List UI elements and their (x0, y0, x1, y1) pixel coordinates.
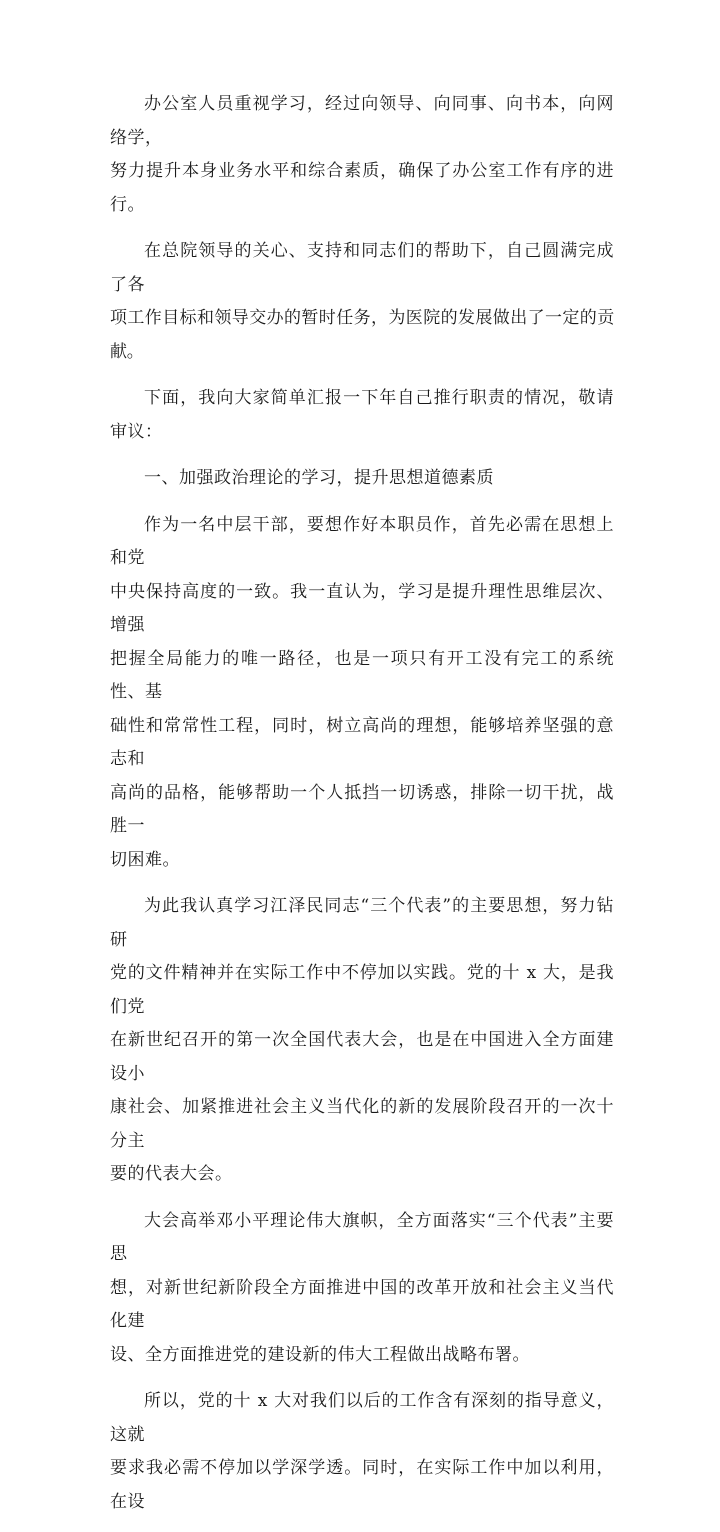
text-line: 础性和常常性工程，同时，树立高尚的理想，能够培养坚强的意志和 (110, 715, 614, 769)
text-line: 设、全方面推进党的建设新的伟大工程做出战略布署。 (110, 1344, 530, 1365)
paragraph-6 (110, 890, 614, 1192)
paragraph-1 (110, 88, 614, 222)
section-heading (110, 462, 614, 496)
paragraph-7 (110, 1205, 614, 1373)
text-line: 在新世纪召开的第一次全国代表大会，也是在中国进入全方面建设小 (110, 1030, 614, 1084)
text-line: 高尚的品格，能够帮助一个人抵挡一切诱惑，排除一切干扰，战胜一 (110, 782, 614, 836)
paragraph-8 (110, 1385, 614, 1519)
text-line: 康社会、加紧推进社会主义当代化的新的发展阶段召开的一次十分主 (110, 1097, 614, 1151)
text-line: 要求我必需不停加以学深学透。同时，在实际工作中加以利用，在设 (110, 1458, 614, 1512)
text-line: 中央保持高度的一致。我一直认为，学习是提升理性思维层次、增强 (110, 581, 614, 635)
paragraph-5 (110, 509, 614, 878)
text-line: 项工作目标和领导交办的暂时任务，为医院的发展做出了一定的贡献。 (110, 308, 614, 362)
text-line: 把握全局能力的唯一路径，也是一项只有开工没有完工的系统性、基 (110, 648, 614, 702)
text-line: 党的文件精神并在实际工作中不停加以实践。党的十 x 大，是我们党 (110, 963, 614, 1017)
text-line: 作为一名中层干部，要想作好本职员作，首先必需在思想上和党 (110, 514, 614, 568)
text-line: 办公室人员重视学习，经过向领导、向同事、向书本，向网络学， (110, 94, 614, 148)
paragraph-3 (110, 382, 614, 449)
paragraph-2 (110, 235, 614, 369)
text-line: 所以，党的十 x 大对我们以后的工作含有深刻的指导意义，这就 (110, 1391, 614, 1445)
text-line: 为此我认真学习江泽民同志“三个代表”的主要思想，努力钻研 (110, 896, 614, 950)
text-line: 要的代表大会。 (110, 1164, 233, 1184)
text-line: 想，对新世纪新阶段全方面推进中国的改革开放和社会主义当代化建 (110, 1277, 614, 1331)
text-line: 一、加强政治理论的学习，提升思想道德素质 (144, 468, 494, 488)
document-page (110, 88, 614, 1532)
text-line: 大会高举邓小平理论伟大旗帜，全方面落实“三个代表”主要思 (110, 1210, 614, 1264)
text-line: 切困难。 (110, 849, 180, 870)
text-line: 努力提升本身业务水平和综合素质，确保了办公室工作有序的进行。 (110, 161, 614, 215)
text-line: 在总院领导的关心、支持和同志们的帮助下，自己圆满完成了各 (110, 241, 614, 295)
text-line: 下面，我向大家简单汇报一下年自己推行职责的情况，敬请审议： (110, 388, 614, 442)
